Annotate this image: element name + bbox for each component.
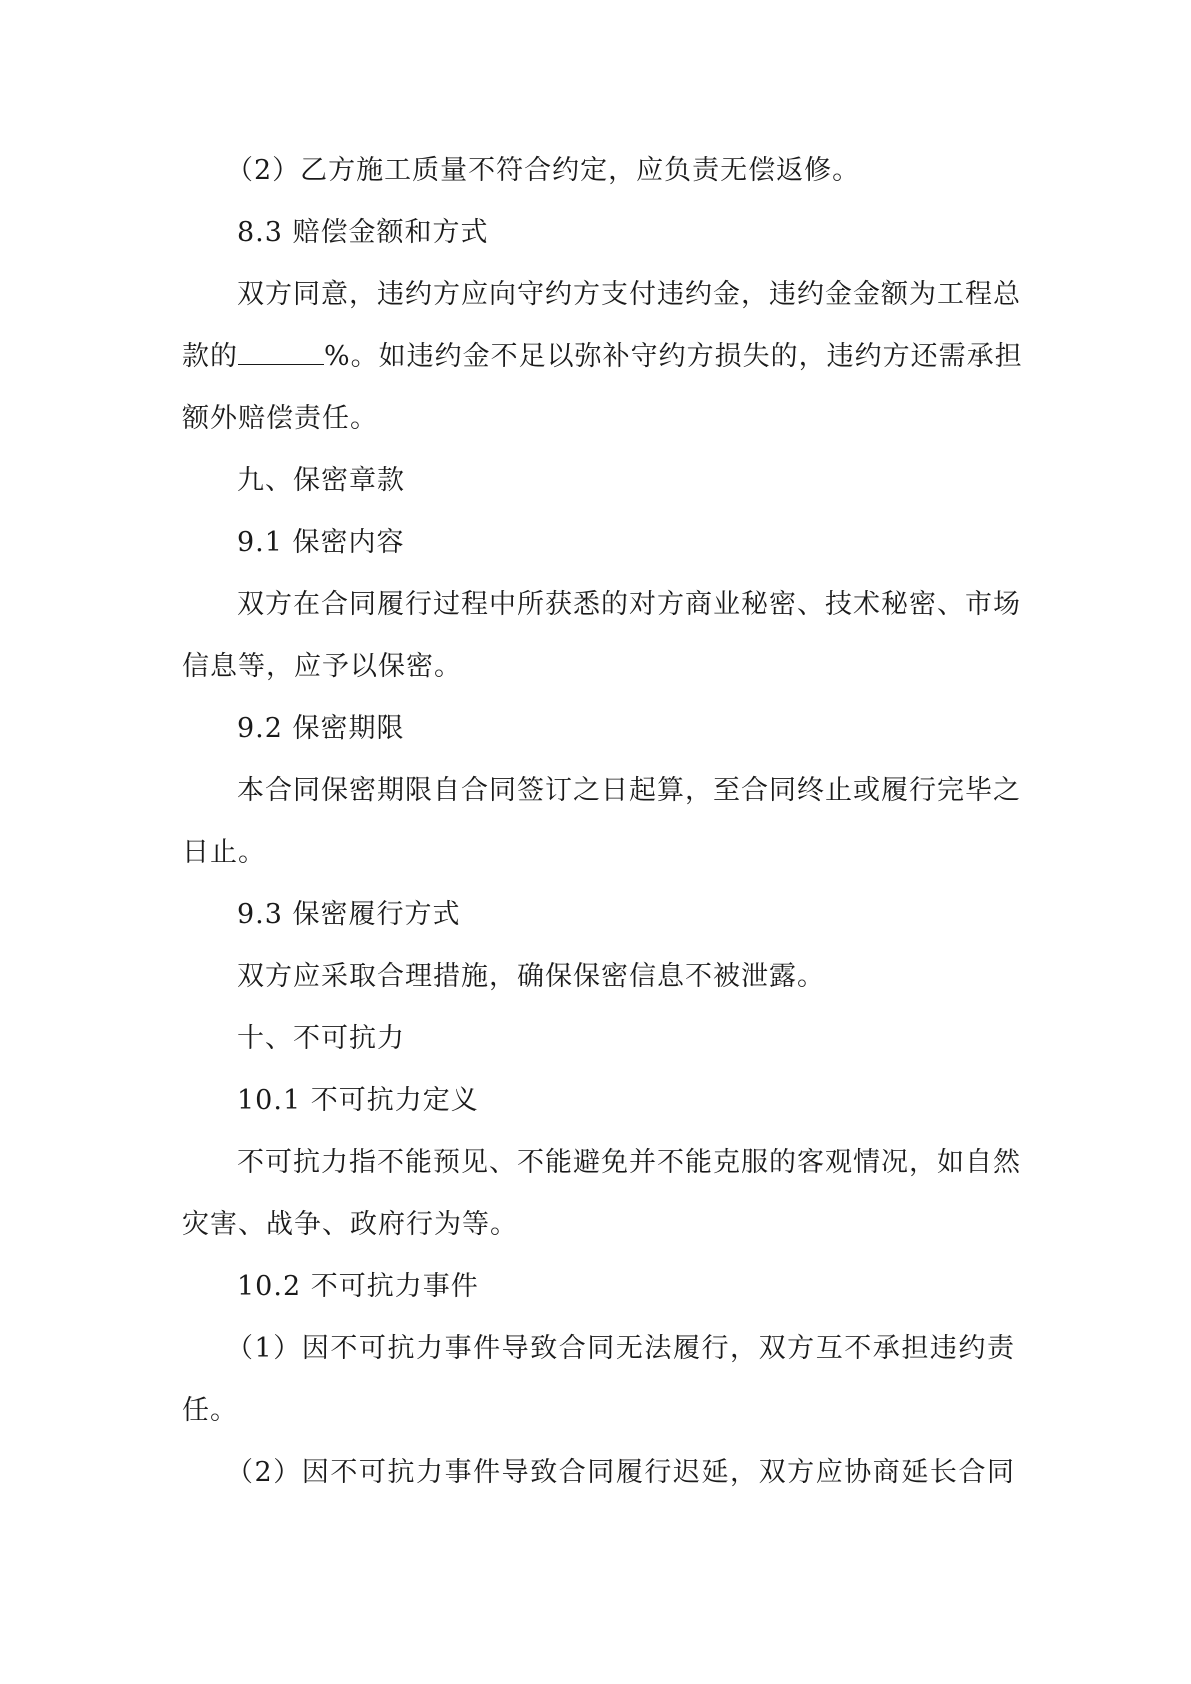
paragraph-line: （2）因不可抗力事件导致合同履行迟延，双方应协商延长合同 — [226, 1457, 1015, 1488]
paragraph-line: 任。 — [182, 1395, 238, 1426]
fill-in-blank — [238, 342, 324, 365]
section-heading: 9.3 保密履行方式 — [237, 899, 461, 930]
paragraph-line: 额外赔偿责任。 — [182, 403, 378, 434]
paragraph-line: 日止。 — [182, 837, 266, 868]
paragraph-line: （1）因不可抗力事件导致合同无法履行，双方互不承担违约责 — [226, 1333, 1015, 1364]
paragraph-line: 信息等，应予以保密。 — [182, 651, 462, 682]
document-page — [182, 140, 1023, 1504]
paragraph-line: 双方同意，违约方应向守约方支付违约金，违约金金额为工程总 — [237, 279, 1021, 310]
paragraph-line: 双方在合同履行过程中所获悉的对方商业秘密、技术秘密、市场 — [237, 589, 1021, 620]
section-heading: 10.1 不可抗力定义 — [237, 1085, 479, 1116]
section-heading: 10.2 不可抗力事件 — [237, 1271, 479, 1302]
chapter-heading: 九、保密章款 — [237, 465, 405, 496]
section-heading: 9.2 保密期限 — [237, 713, 405, 744]
chapter-heading: 十、不可抗力 — [237, 1023, 405, 1054]
paragraph-line: （2）乙方施工质量不符合约定，应负责无偿返修。 — [226, 155, 861, 186]
section-heading: 8.3 赔偿金额和方式 — [237, 217, 489, 248]
paragraph-line: 不可抗力指不能预见、不能避免并不能克服的客观情况，如自然 — [237, 1147, 1021, 1178]
text-segment: %。如违约金不足以弥补守约方损失的，违约方还需承担 — [324, 341, 1023, 372]
paragraph-line: 双方应采取合理措施，确保保密信息不被泄露。 — [237, 961, 825, 992]
section-heading: 9.1 保密内容 — [237, 527, 405, 558]
paragraph-line: 灾害、战争、政府行为等。 — [182, 1209, 518, 1240]
text-segment: 款的 — [182, 341, 238, 372]
paragraph-line: 本合同保密期限自合同签订之日起算，至合同终止或履行完毕之 — [237, 775, 1021, 806]
paragraph-line-with-blank — [182, 326, 1023, 388]
